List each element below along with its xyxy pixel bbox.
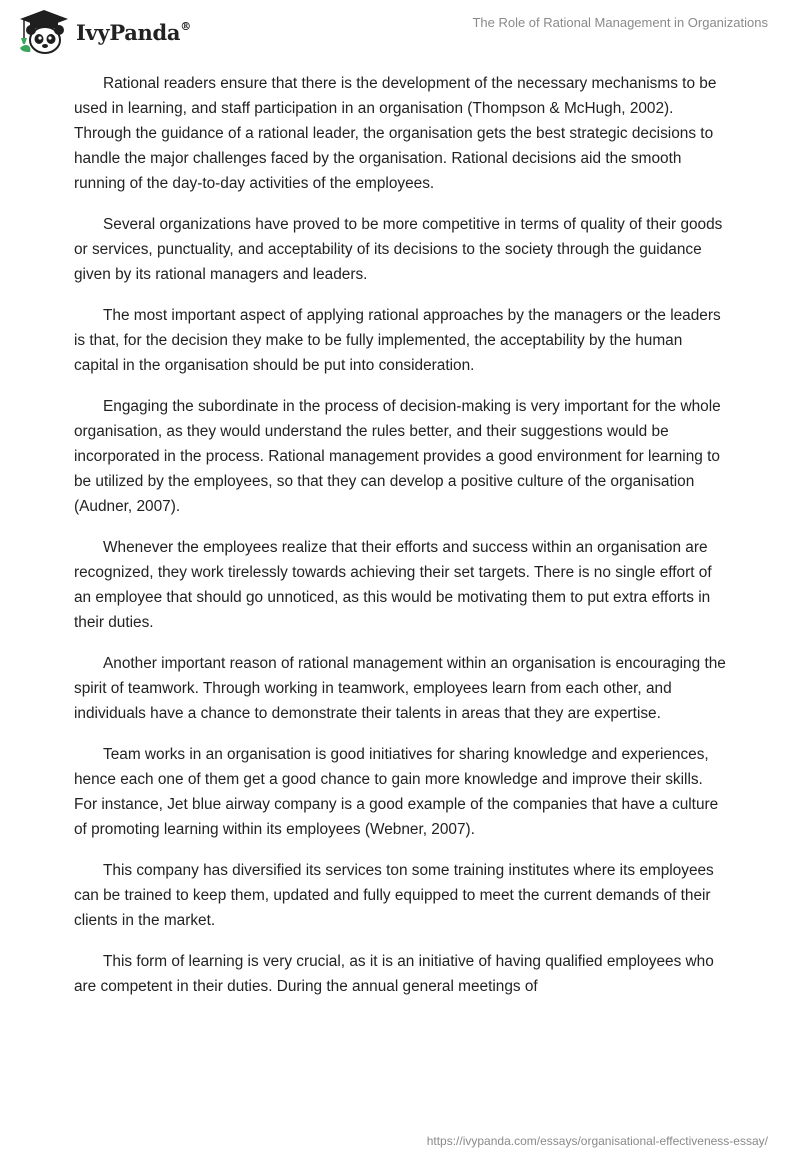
paragraph-3: The most important aspect of applying rational approaches by the managers or the leaders is that, for the decision they make to be fully implemented, the acceptability by the human capital in the organisation should be put into consideration. [74,307,721,374]
brand-name: IvyPanda® [76,19,191,45]
paragraph-9: This form of learning is very crucial, as it is an initiative of having qualified employees who are competent in their duties. During the annual general meetings of [74,953,714,995]
paragraph-4: Engaging the subordinate in the process of decision-making is very important for the whole organisation, as they would understand the rules better, and their suggestions would be incorporated in the process. Rational management provides a good environment for learning to be utilized by the employees, so that they can develop a positive culture of the organisation (Audner, 2007). [74,398,721,515]
essay-body [74,71,726,1015]
paragraph-5: Whenever the employees realize that their efforts and success within an organisation are recognized, they work tirelessly towards achieving their set targets. There is no single effort of an employee that should go unnoticed, as this would be motivating them to put extra efforts in their duties. [74,539,712,631]
page-header [0,0,800,60]
paragraph-1: Rational readers ensure that there is the development of the necessary mechanisms to be used in learning, and staff participation in an organisation (Thompson & McHugh, 2002). Through the guidance of a rational leader, the organisation gets the best strategic decisions to handle the major challenges faced by the organisation. Rational decisions aid the smooth running of the day-to-day activities of the employees. [74,75,717,192]
source-url[interactable]: https://ivypanda.com/essays/organisational-effectiveness-essay/ [426,1134,768,1148]
paragraph-8: This company has diversified its services ton some training institutes where its employees can be trained to keep them, updated and fully equipped to meet the current demands of their clients in the market. [74,862,714,929]
panda-graduate-icon [16,8,72,56]
paragraph-2: Several organizations have proved to be more competitive in terms of quality of their goods or services, punctuality, and acceptability of its decisions to the society through the guidance given by its rational managers and leaders. [74,216,723,283]
document-title: The Role of Rational Management in Organizations [472,15,768,30]
ivypanda-logo[interactable] [16,8,191,56]
paragraph-7: Team works in an organisation is good initiatives for sharing knowledge and experiences, hence each one of them get a good chance to gain more knowledge and improve their skills. For instance, Jet blue airway company is a good example of the companies that have a culture of promoting learning within its employees (Webner, 2007). [74,746,719,838]
paragraph-6: Another important reason of rational management within an organisation is encouraging the spirit of teamwork. Through working in teamwork, employees learn from each other, and individuals have a chance to demonstrate their talents in areas that they are expertise. [74,655,726,722]
